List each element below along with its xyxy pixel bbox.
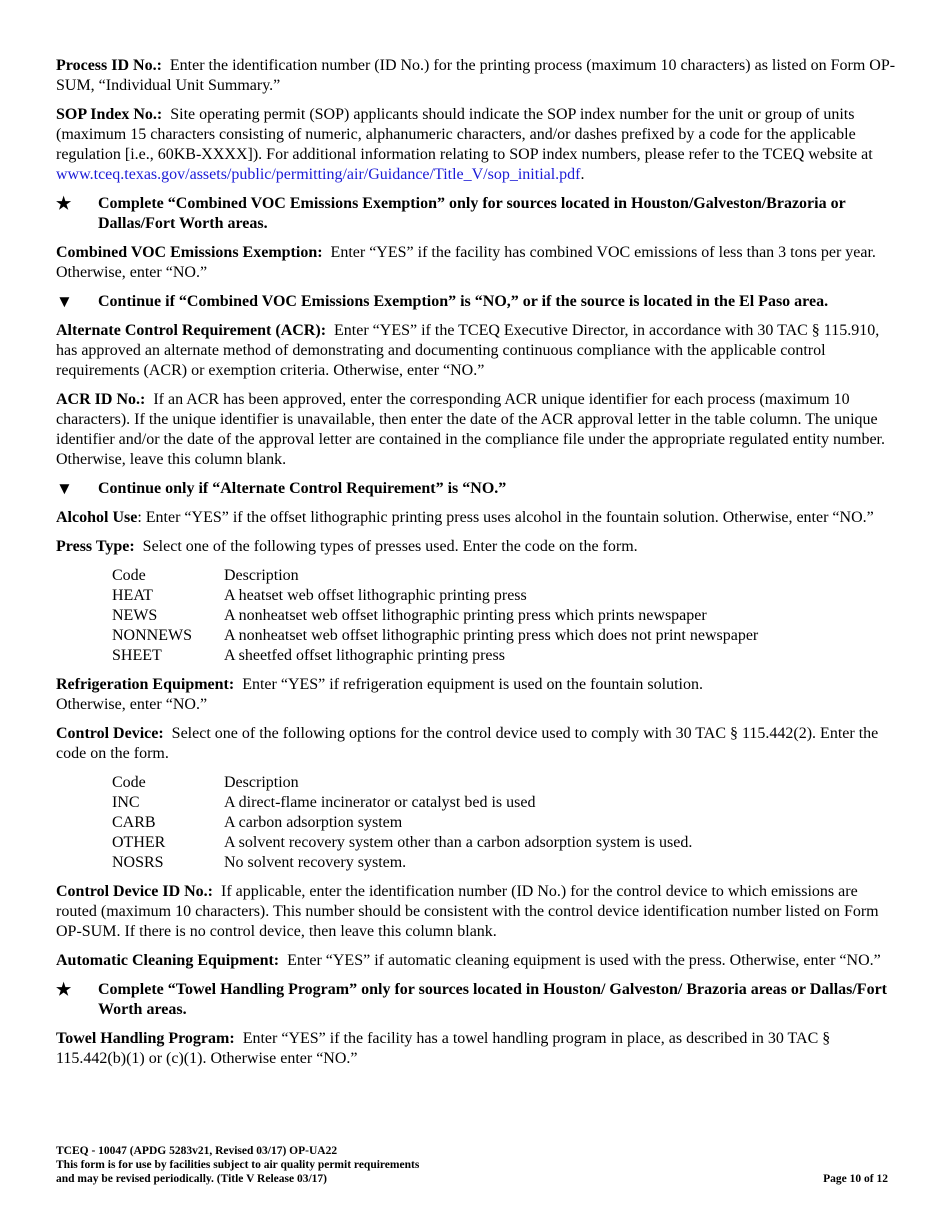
process-id-paragraph [56, 56, 896, 96]
process-id-text: Enter the identification number (ID No.) for the printing process (maximum 10 characters) as listed on Form OP-SUM, “Individual Unit Summary.” [56, 57, 896, 94]
acr-text: Enter “YES” if the TCEQ Executive Director, in accordance with 30 TAC § 115.910, has approved an alternate method of demonstrating and documenting continuous compliance with the applicable control requirements (ACR) or exemption criteria. Otherwise, enter “NO.” [56, 322, 880, 379]
page-footer [56, 1144, 888, 1186]
table-row [112, 626, 758, 646]
note-continue-el-paso [56, 292, 896, 312]
alcohol-use-paragraph [56, 508, 896, 528]
code-header: Code [112, 567, 146, 584]
star-icon: ★ [56, 194, 72, 213]
footer-form-id: TCEQ - 10047 (APDG 5283v21, Revised 03/17) OP-UA22 [56, 1145, 338, 1157]
table-row [112, 646, 758, 666]
sop-index-period: . [580, 166, 585, 183]
note-towel-handling [56, 980, 896, 1020]
towel-text: Enter “YES” if the facility has a towel handling program in place, as described in 30 TAC § 115.442(b)(1) or (c)(1). Otherwise enter “NO.” [56, 1030, 831, 1067]
code-cell: NEWS [112, 607, 158, 624]
press-type-text: Select one of the following types of presses used. Enter the code on the form. [142, 538, 638, 555]
control-device-label: Control Device: [56, 725, 164, 742]
refrigeration-text-2: Otherwise, enter “NO.” [56, 696, 208, 713]
description-cell: A carbon adsorption system [224, 814, 403, 831]
refrigeration-text: Enter “YES” if refrigeration equipment is used on the fountain solution. [242, 676, 703, 693]
code-cell: SHEET [112, 647, 162, 664]
control-device-id-paragraph [56, 882, 896, 942]
note-text: Continue only if “Alternate Control Requirement” is “NO.” [98, 480, 507, 497]
combined-voc-paragraph [56, 243, 896, 283]
press-type-table [112, 566, 758, 666]
process-id-label: Process ID No.: [56, 57, 162, 74]
acr-label: Alternate Control Requirement (ACR): [56, 322, 327, 339]
combined-voc-text: Enter “YES” if the facility has combined VOC emissions of less than 3 tons per year. Otherwise, enter “NO.” [56, 244, 876, 281]
control-device-table [112, 773, 692, 873]
description-cell: A nonheatset web offset lithographic printing press which does not print newspaper [224, 627, 759, 644]
refrigeration-label: Refrigeration Equipment: [56, 676, 235, 693]
code-cell: CARB [112, 814, 156, 831]
table-row [112, 853, 692, 873]
acr-paragraph [56, 321, 896, 381]
acr-id-text: If an ACR has been approved, enter the corresponding ACR unique identifier for each process (maximum 10 characters). If the unique identifier is unavailable, then enter the date of the ACR approval letter in the table column. The unique identifier and/or the date of the approval letter are contained in the compliance file under the appropriate regulated entity number. Otherwise, leave this column blank. [56, 391, 885, 468]
description-cell: A heatset web offset lithographic printing press [224, 587, 527, 604]
note-text: Continue if “Combined VOC Emissions Exemption” is “NO,” or if the source is located in the El Paso area. [98, 293, 829, 310]
towel-label: Towel Handling Program: [56, 1030, 235, 1047]
code-cell: NOSRS [112, 854, 164, 871]
footer-usage-note: This form is for use by facilities subject to air quality permit requirements [56, 1159, 420, 1171]
table-header-row [112, 773, 692, 793]
alcohol-use-text: : Enter “YES” if the offset lithographic printing press uses alcohol in the fountain solution. Otherwise, enter “NO.” [137, 509, 874, 526]
description-cell: A direct-flame incinerator or catalyst bed is used [224, 794, 536, 811]
control-device-id-text: If applicable, enter the identification number (ID No.) for the control device to which emissions are routed (maximum 10 characters). This number should be consistent with the control device identification number listed on Form OP-SUM. If there is no control device, then leave this column blank. [56, 883, 879, 940]
page-number: Page 10 of 12 [823, 1173, 888, 1185]
note-combined-voc [56, 194, 896, 234]
table-row [112, 833, 692, 853]
sop-index-paragraph [56, 105, 896, 185]
code-cell: NONNEWS [112, 627, 192, 644]
code-cell: INC [112, 794, 140, 811]
note-text: Complete “Towel Handling Program” only for sources located in Houston/ Galveston/ Brazoria areas or Dallas/Fort Worth areas. [98, 981, 888, 1018]
code-header: Code [112, 774, 146, 791]
press-type-label: Press Type: [56, 538, 135, 555]
document-body [56, 56, 896, 1078]
table-row [112, 793, 692, 813]
press-type-paragraph [56, 537, 896, 557]
description-cell: A nonheatset web offset lithographic printing press which prints newspaper [224, 607, 707, 624]
towel-paragraph [56, 1029, 896, 1069]
footer-release-note: and may be revised periodically. (Title V Release 03/17) [56, 1173, 327, 1185]
sop-index-text: Site operating permit (SOP) applicants should indicate the SOP index number for the unit or group of units (maximum 15 characters consisting of numeric, alphanumeric characters, and/or dashes prefixed by a code for the applicable regulation [i.e., 60KB-XXXX]). For additional information relating to SOP index numbers, please refer to the TCEQ website at [56, 106, 873, 163]
control-device-text: Select one of the following options for the control device used to comply with 30 TAC § 115.442(2). Enter the code on the form. [56, 725, 879, 762]
acr-id-paragraph [56, 390, 896, 470]
acr-id-label: ACR ID No.: [56, 391, 146, 408]
code-cell: HEAT [112, 587, 153, 604]
control-device-paragraph [56, 724, 896, 764]
auto-cleaning-text: Enter “YES” if automatic cleaning equipment is used with the press. Otherwise, enter “NO.” [287, 952, 881, 969]
triangle-down-icon: ▼ [56, 292, 73, 311]
refrigeration-paragraph [56, 675, 896, 715]
table-row [112, 586, 758, 606]
triangle-down-icon: ▼ [56, 479, 73, 498]
code-cell: OTHER [112, 834, 166, 851]
note-text: Complete “Combined VOC Emissions Exemption” only for sources located in Houston/Galveston/Brazoria or Dallas/Fort Worth areas. [98, 195, 846, 232]
auto-cleaning-label: Automatic Cleaning Equipment: [56, 952, 280, 969]
description-header: Description [224, 774, 299, 791]
description-cell: A sheetfed offset lithographic printing press [224, 647, 505, 664]
table-header-row [112, 566, 758, 586]
description-cell: No solvent recovery system. [224, 854, 407, 871]
sop-index-label: SOP Index No.: [56, 106, 163, 123]
description-header: Description [224, 567, 299, 584]
alcohol-use-label: Alcohol Use [56, 509, 138, 526]
description-cell: A solvent recovery system other than a carbon adsorption system is used. [224, 834, 693, 851]
table-row [112, 606, 758, 626]
sop-initial-link[interactable]: www.tceq.texas.gov/assets/public/permitting/air/Guidance/Title_V/sop_initial.pdf [56, 166, 581, 183]
star-icon: ★ [56, 980, 72, 999]
auto-cleaning-paragraph [56, 951, 896, 971]
combined-voc-label: Combined VOC Emissions Exemption: [56, 244, 323, 261]
control-device-id-label: Control Device ID No.: [56, 883, 214, 900]
note-continue-acr [56, 479, 896, 499]
table-row [112, 813, 692, 833]
